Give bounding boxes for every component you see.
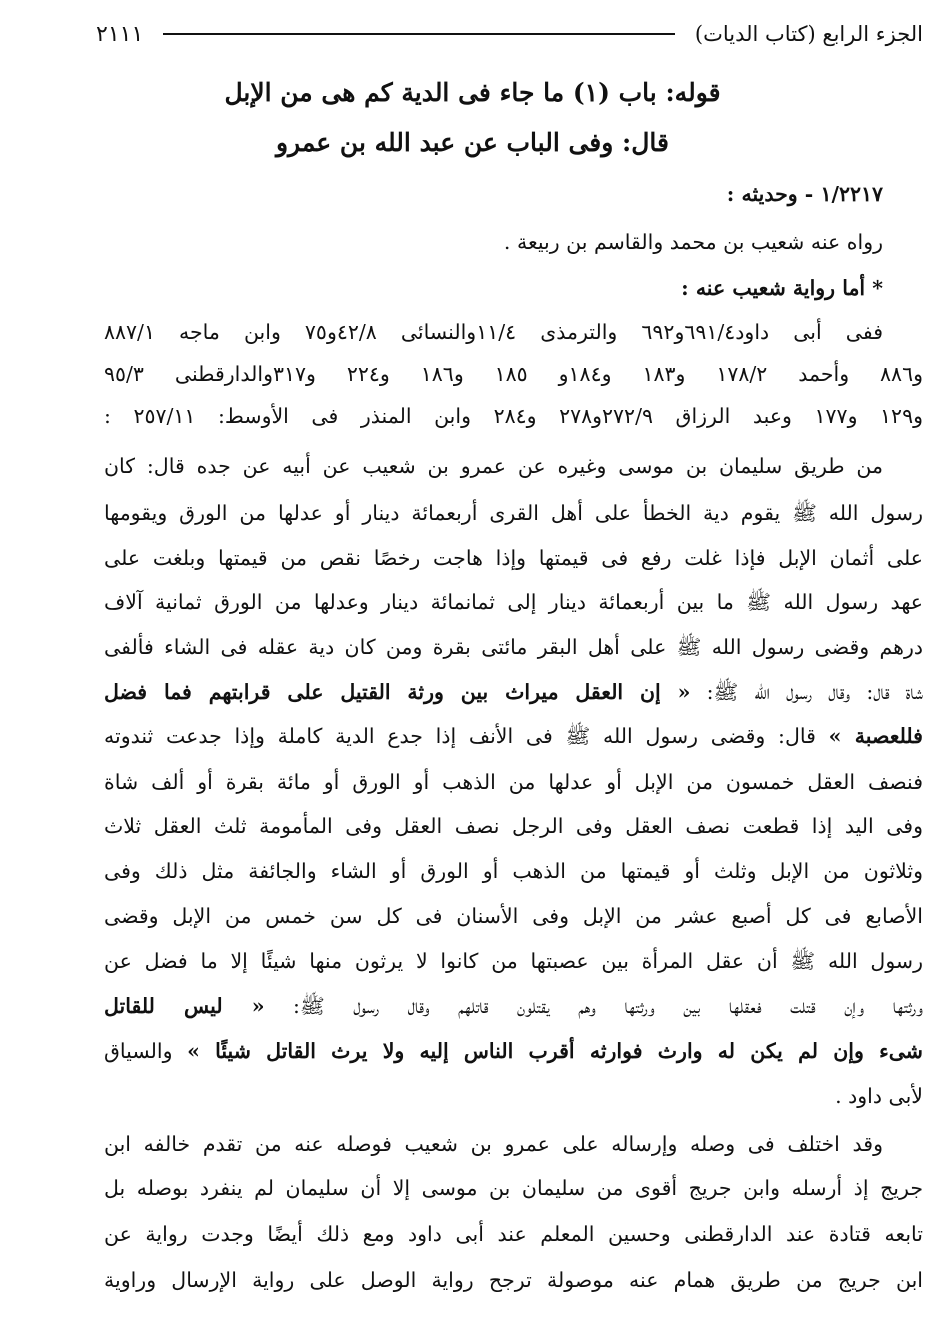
hadith-quote: شىء وإن لم يكن له وارث فوارثه أقرب الناس إليه ولا يرث القاتل شيئًا » xyxy=(187,1039,923,1063)
text-line: ابن جريج من طريق همام عنه موصولة ترجح رواية الوصل على رواية الإرسال وراوية xyxy=(104,1268,923,1292)
text-line-mixed xyxy=(104,716,923,756)
text-line: من طريق سليمان بن موسى وغيره عن عمرو بن شعيب عن أبيه عن جده قال: كان xyxy=(104,454,883,478)
text-line-mixed xyxy=(104,1031,923,1071)
text-line-mixed xyxy=(104,986,923,1026)
text-segment: والسياق xyxy=(104,1039,188,1063)
text-line: و٨٨٦ وأحمد ١٧٨/٢ و١٨٣ و١٨٤و ١٨٥ و١٨٦ و٢٢٤ و٣١٧والدارقطنى ٩٥/٣ xyxy=(104,362,923,386)
text-line: فنصف العقل خمسون من الإبل أو عدلها من الذهب أو الورق أو مائة بقرة أو ألف شاة xyxy=(104,770,923,794)
text-line: رسول الله ﷺ يقوم دية الخطأ على أهل القرى أربعمائة دينار أو عدلها من الورق ويقومها xyxy=(104,501,923,525)
text-line: و١٢٩ و١٧٧ وعبد الرزاق ٢٧٢/٩و٢٧٨ و٢٨٤ وابن المنذر فى الأوسط: ٢٥٧/١١ : xyxy=(104,404,923,428)
header-rule xyxy=(163,33,675,35)
text-line: رسول الله ﷺ أن عقل المرأة بين عصبتها من كانوا لا يرثون منها شيئًا إلا ما فضل عن xyxy=(104,949,923,973)
hadith-number: ١/٢٢١٧ - وحديثه : xyxy=(726,182,883,206)
closing-line: لأبى داود . xyxy=(835,1084,923,1108)
text-line: ففى أبى داود٦٩١/٤و٦٩٢ والترمذى ١١/٤والنسائى ٤٢/٨و٧٥ وابن ماجه ٨٨٧/١ xyxy=(104,320,883,344)
narrators-line: رواه عنه شعيب بن محمد والقاسم بن ربيعة . xyxy=(503,230,883,254)
running-header xyxy=(96,14,923,54)
text-line: وفى اليد إذا قطعت نصف العقل وفى الرجل نصف العقل وفى المأمومة ثلث العقل ثلاث xyxy=(104,814,923,838)
hadith-quote: فللعصبة » xyxy=(828,724,923,748)
text-line: على أثمان الإبل فإذا غلت رفع فى قيمتها وإذا هاجت رخصًا نقص من قيمتها وبلغت على xyxy=(104,546,923,570)
hadith-quote: « ليس للقاتل xyxy=(104,994,265,1018)
chapter-subtitle: قال: وفى الباب عن عبد الله بن عمرو xyxy=(275,128,669,157)
section-label: * أما رواية شعيب عنه : xyxy=(681,276,883,300)
text-segment: قال: وقضى رسول الله ﷺ فى الأنف إذا جدع الدية كاملة وإذا جدعت ثندوته xyxy=(104,724,829,748)
book-section-title: الجزء الرابع (كتاب الديات) xyxy=(694,22,923,46)
text-line: وثلاثون من الإبل وثلث أو قيمتها من الذهب أو الورق أو الشاء والجائفة مثل ذلك وفى xyxy=(104,859,923,883)
text-line: تابعه قتادة عند الدارقطنى وحسين المعلم عند أبى داود ومع ذلك أيضًا وجدت رواية عن xyxy=(104,1222,923,1246)
text-segment: ورثتها وإن قتلت فعقلها بين ورثتها وهم يقتلون قاتلهم وقال رسول ﷺ: xyxy=(264,994,923,1018)
chapter-heading: قوله: باب (١) ما جاء فى الدية كم هى من الإبل xyxy=(224,78,721,107)
text-line: درهم وقضى رسول الله ﷺ على أهل البقر مائتى بقرة ومن كان دية عقله فى الشاء فألفى xyxy=(104,635,923,659)
page-number: ٢١١١ xyxy=(96,21,144,47)
text-line: عهد رسول الله ﷺ ما بين أربعمائة دينار إلى ثمانمائة دينار وعدلها من الورق ثمانية آلاف xyxy=(104,590,923,614)
hadith-quote: « إن العقل ميراث بين ورثة القتيل على قرابتهم فما فضل xyxy=(104,680,691,704)
text-line: الأصابع فى كل أصبع عشر من الإبل وفى الأسنان فى كل سن خمس من الإبل وقضى xyxy=(104,904,923,928)
text-line-mixed xyxy=(104,672,923,712)
text-line: جريج إذ أرسله وابن جريج أقوى من سليمان بن موسى إلا أن سليمان لم ينفرد بوصله بل xyxy=(104,1176,923,1200)
text-line: وقد اختلف فى وصله وإرساله على عمرو بن شعيب فوصله عنه من تقدم خالفه ابن xyxy=(104,1132,883,1156)
text-segment: شاة قال: وقال رسول الله ﷺ: xyxy=(690,680,923,704)
